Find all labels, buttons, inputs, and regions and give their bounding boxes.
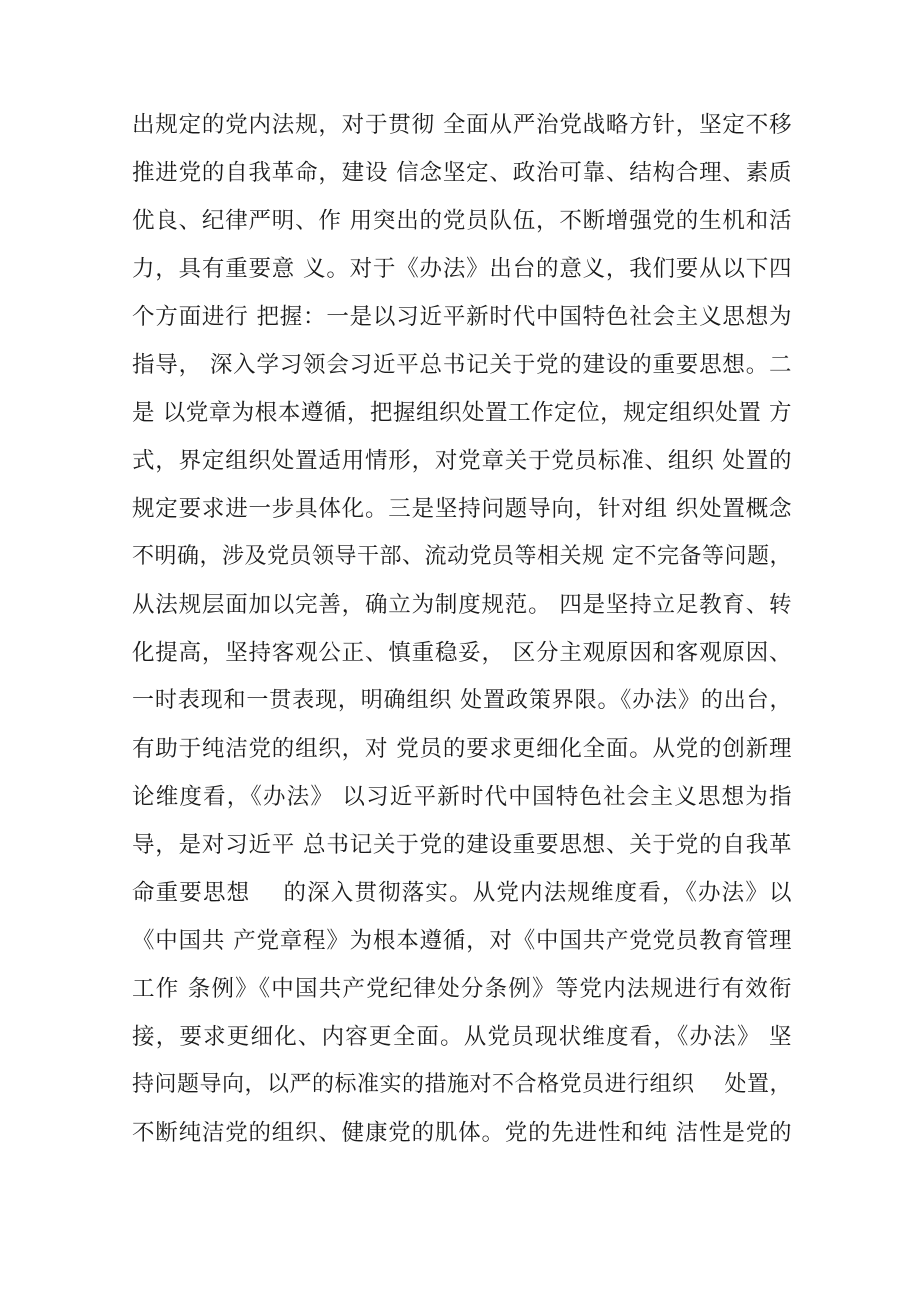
text-line: 出规定的党内法规，对于贯彻 全面从严治党战略方针，坚定不移 bbox=[132, 112, 792, 138]
text-line: 化提高，坚持客观公正、慎重稳妥， 区分主观原因和客观原因、 bbox=[132, 640, 792, 666]
text-line: 规定要求进一步具体化。三是坚持问题导向，针对组 织处置概念 bbox=[132, 496, 792, 522]
text-line: 导，是对习近平 总书记关于党的建设重要思想、关于党的自我革 bbox=[132, 832, 792, 858]
text-line: 是 以党章为根本遵循，把握组织处置工作定位，规定组织处置 方 bbox=[132, 400, 792, 426]
text-line: 优良、纪律严明、作 用突出的党员队伍，不断增强党的生机和活 bbox=[132, 208, 792, 234]
text-line: 个方面进行 把握：一是以习近平新时代中国特色社会主义思想为 bbox=[132, 304, 792, 330]
text-line: 推进党的自我革命，建设 信念坚定、政治可靠、结构合理、素质 bbox=[132, 160, 792, 186]
text-line: 从法规层面加以完善，确立为制度规范。 四是坚持立足教育、转 bbox=[132, 592, 792, 618]
text-line: 不断纯洁党的组织、健康党的肌体。党的先进性和纯 洁性是党的 bbox=[132, 1120, 792, 1146]
text-line: 命重要思想 的深入贯彻落实。从党内法规维度看，《办法》以 bbox=[132, 880, 792, 906]
text-line: 不明确，涉及党员领导干部、流动党员等相关规 定不完备等问题， bbox=[132, 544, 792, 569]
text-line: 持问题导向，以严的标准实的措施对不合格党员进行组织 处置， bbox=[132, 1072, 792, 1097]
text-line: 《中国共 产党章程》为根本遵循，对《中国共产党党员教育管理 bbox=[132, 928, 792, 954]
text-line: 工作 条例》《中国共产党纪律处分条例》等党内法规进行有效衔 bbox=[132, 976, 792, 1002]
text-line: 有助于纯洁党的组织，对 党员的要求更细化全面。从党的创新理 bbox=[132, 736, 792, 762]
text-line: 一时表现和一贯表现，明确组织 处置政策界限。《办法》的出台， bbox=[132, 688, 792, 713]
text-line: 接，要求更细化、内容更全面。从党员现状维度看，《办法》 坚 bbox=[132, 1024, 792, 1050]
text-line: 力，具有重要意 义。对于《办法》出台的意义，我们要从以下四 bbox=[132, 256, 792, 282]
text-line: 论维度看，《办法》 以习近平新时代中国特色社会主义思想为指 bbox=[132, 784, 792, 810]
body-text bbox=[132, 101, 792, 1157]
text-line: 指导， 深入学习领会习近平总书记关于党的建设的重要思想。二 bbox=[132, 352, 792, 378]
text-line: 式，界定组织处置适用情形，对党章关于党员标准、组织 处置的 bbox=[132, 448, 792, 474]
